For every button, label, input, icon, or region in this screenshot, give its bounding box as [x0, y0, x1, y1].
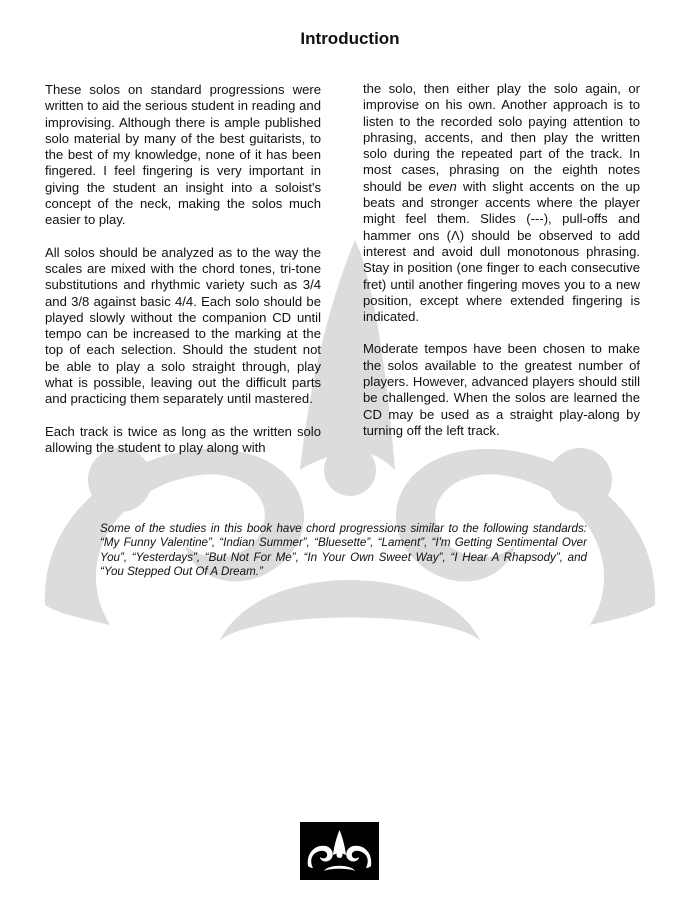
standards-note: Some of the studies in this book have chord progressions similar to the following standards: “My Funny Valentine”, “Indian Summer”, “Bluesette”, “Lament”, “I'm Getting Sentimental Over You”, “Yesterdays”, “But Not For Me”, “In Your Own Sweet Way”, “I Hear A Rhapsody”, and “You Stepped Out Of A Dream.”: [100, 522, 587, 579]
right-column: [363, 81, 640, 455]
body-paragraph: All solos should be analyzed as to the way the scales are mixed with the chord tones, tri-tone substitutions and rhythmic variety such as 3/4 and 3/8 against basic 4/4. Each solo should be played slowly without the companion CD until tempo can be increased to the marking at the top of each selection. Should the student not be able to play a solo straight through, play what is possible, leaving out the difficult parts and practicing them separately until mastered.: [45, 244, 321, 407]
text-run: the solo, then either play the solo again, or improvise on his own. Another approach is to listen to the recorded solo paying attention to phrasing, accents, and then play the written solo during the repeated part of the track. In most cases, phrasing on the eighth notes should be: [363, 81, 640, 194]
left-column: [45, 82, 321, 472]
footer-logo: [300, 822, 379, 880]
page-title: Introduction: [300, 29, 400, 48]
body-paragraph: Each track is twice as long as the written solo allowing the student to play along with: [45, 423, 321, 455]
emphasis-text: even: [428, 178, 457, 194]
text-run: with slight accents on the up beats and stronger accents where the player might feel them. Slides (---), pull-offs and hammer ons (Λ) should be observed to add interest and avoid dull monotonous phrasing. Stay in position (one finger to each consecutive fret) until another fingering moves you to a new position, except where extended fingering is indicated.: [363, 178, 640, 325]
body-paragraph: These solos on standard progressions were written to aid the serious student in reading and improvising. Although there is ample published solo material by many of the best guitarists, to the best of my knowledge, none of it has been fingered. I feel fingering is very important in giving the student an insight into a soloist's concept of the neck, making the solos much easier to play.: [45, 82, 321, 228]
body-paragraph: [363, 81, 640, 325]
body-paragraph: Moderate tempos have been chosen to make the solos available to the greatest number of players. However, advanced players should still be challenged. When the solos are learned the CD may be used as a straight play-along by turning off the left track.: [363, 341, 640, 438]
publisher-logo-icon: [300, 822, 379, 880]
